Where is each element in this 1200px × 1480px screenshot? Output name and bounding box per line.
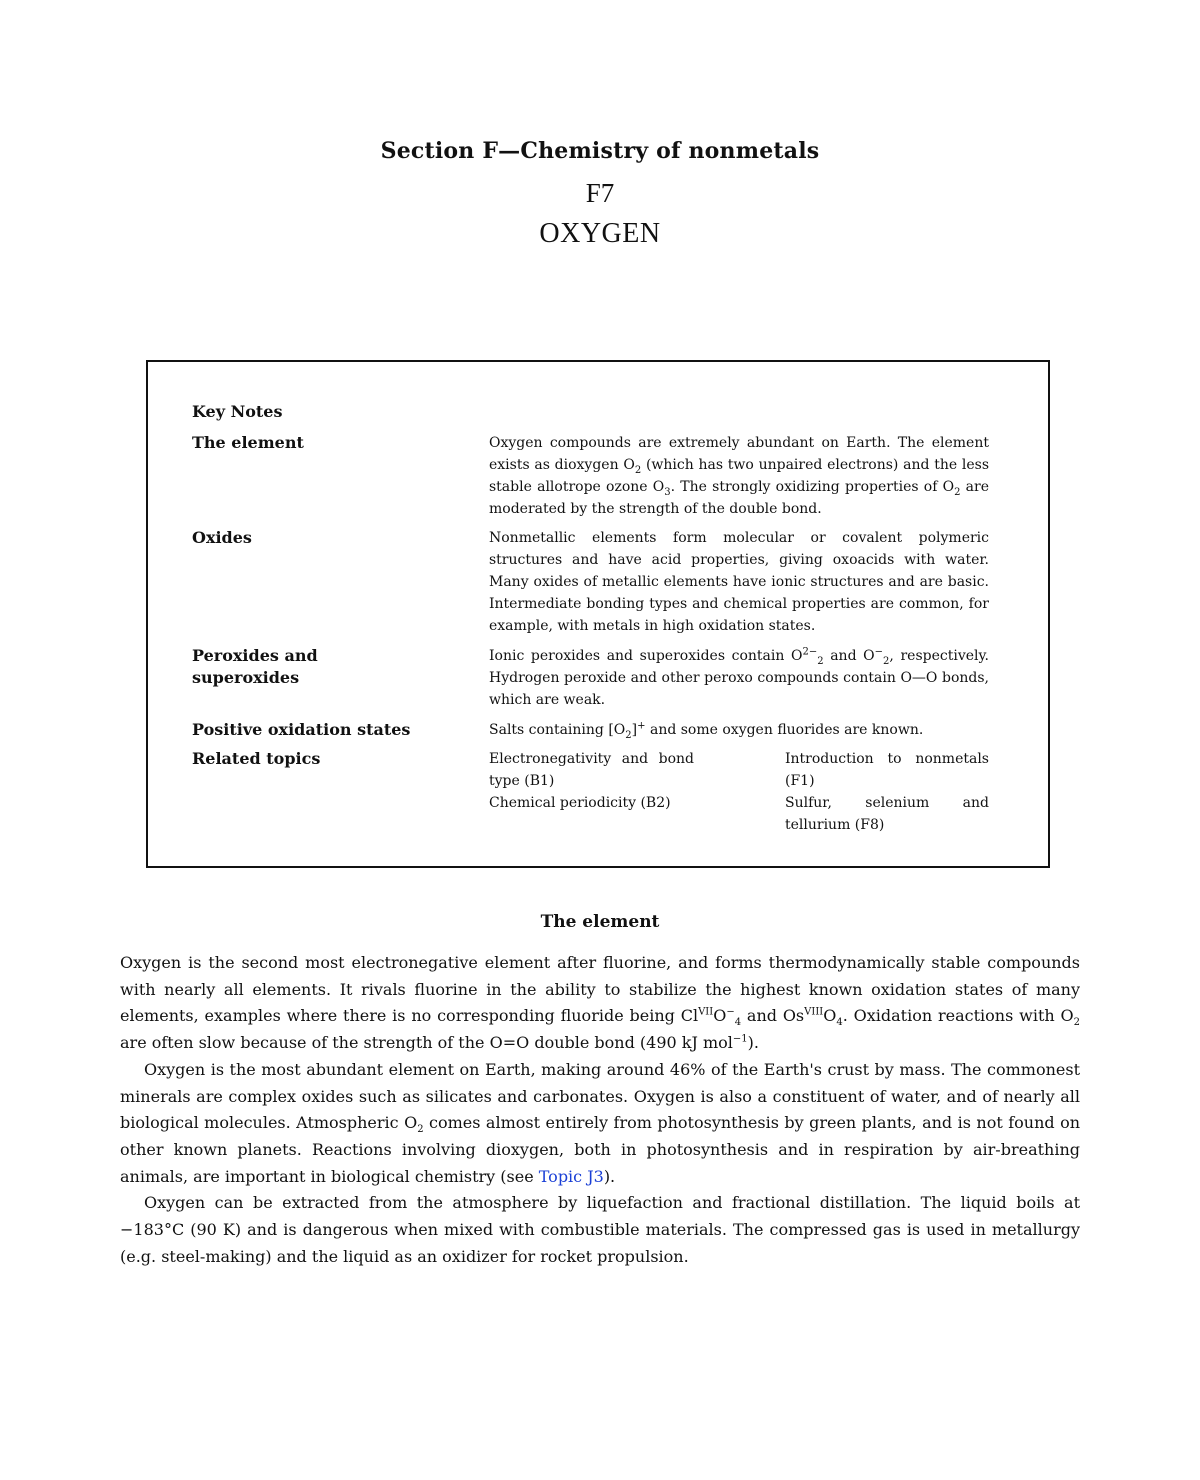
paragraph: Oxygen is the second most electronegative element after fluorine, and forms thermodynamically stable compounds with nearly all elements. It rivals fluorine in the ability to stabilize the highest known oxidation states of many elements, examples where there is no corresponding fluoride being $Cl^{VII}O^-_4$ and $Os^{VIII}O_4$. Oxidation reactions with $O_2$ are often slow because of the strength of the O=O double bond (490 kJ mol$^{-1}$).	[120, 953, 1081, 1053]
topic-link[interactable]: Topic J3	[538, 1166, 604, 1186]
related-topic-link[interactable]: Chemical periodicity (B2)	[489, 795, 671, 811]
related-topic-link[interactable]: Introduction to nonmetals (F1)	[785, 751, 989, 789]
key-notes-heading: Key Notes	[192, 402, 283, 421]
related-topic-link[interactable]: Sulfur, selenium and tellurium (F8)	[785, 795, 989, 833]
paragraph: Oxygen can be extracted from the atmosphere by liquefaction and fractional distillation. The liquid boils at −183°C (90 K) and is dangerous when mixed with combustible materials. The compressed gas is used in metallurgy (e.g. steel-making) and the liquid as an oxidizer for rocket propulsion.	[120, 1193, 1080, 1266]
body-text	[120, 950, 1080, 1270]
key-note-label-oxides: Oxides	[192, 528, 252, 547]
key-note-text-element: Oxygen compounds are extremely abundant on Earth. The element exists as dioxygen $O_2$ (which has two unpaired electrons) and the less stable allotrope ozone $O_3$. The strongly oxidizing properties of $O_2$ are moderated by the strength of the double bond.	[489, 435, 989, 517]
body-heading: The element	[540, 912, 660, 932]
key-note-text-oxides: Nonmetallic elements form molecular or covalent polymeric structures and have acid properties, giving oxoacids with water. Many oxides of metallic elements have ionic structures and are basic. Intermediate bonding types and chemical properties are common, for example, with metals in high oxidation states.	[489, 530, 989, 634]
key-note-label-positive: Positive oxidation states	[192, 720, 411, 739]
topic-title: OXYGEN	[539, 218, 661, 249]
topic-code: F7	[585, 178, 615, 208]
key-note-text-positive: Salts containing $[O_2]^+$ and some oxygen fluorides are known.	[489, 720, 924, 741]
key-notes-box	[146, 360, 1050, 868]
key-note-label-peroxides: Peroxides and superoxides	[192, 646, 318, 687]
key-note-text-peroxides: Ionic peroxides and superoxides contain $O^{2-}_2$ and $O^-_2$, respectively. Hydrogen peroxide and other peroxo compounds contain O—O bonds, which are weak.	[489, 646, 989, 708]
key-note-label-element: The element	[192, 433, 304, 452]
section-title: Section F—Chemistry of nonmetals	[380, 138, 820, 164]
key-note-label-related: Related topics	[192, 749, 321, 768]
related-topic-link[interactable]: Electronegativity and bond type (B1)	[489, 751, 694, 789]
paragraph: Oxygen is the most abundant element on Earth, making around 46% of the Earth's crust by mass. The commonest minerals are complex oxides such as silicates and carbonates. Oxygen is also a constituent of water, and of nearly all biological molecules. Atmospheric $O_2$ comes almost entirely from photosynthesis by green plants, and is not found on other known planets. Reactions involving dioxygen, both in photosynthesis and in respiration by air-breathing animals, are important in biological chemistry (see Topic J3).	[120, 1059, 1081, 1186]
